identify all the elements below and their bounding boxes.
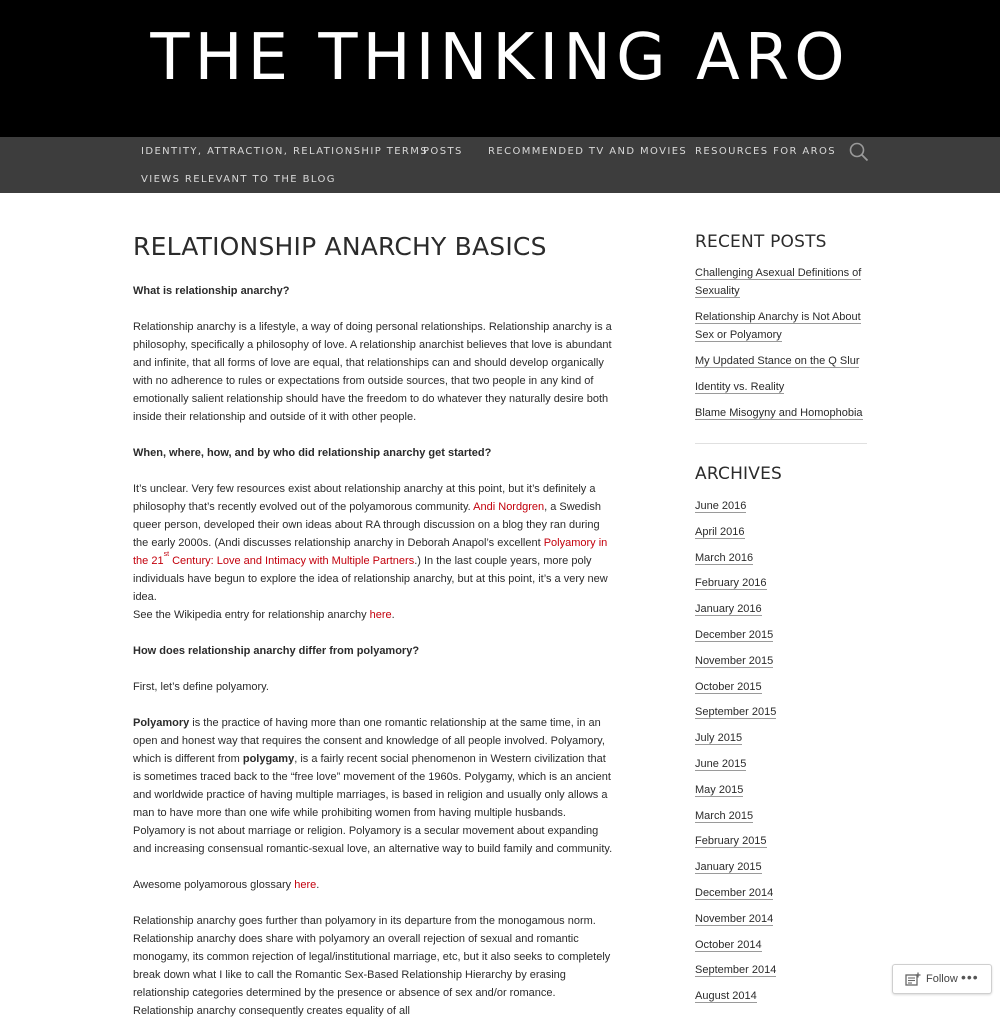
paragraph-define-polyamory: First, let’s define polyamory. [133, 681, 269, 693]
recent-post-link[interactable]: Relationship Anarchy is Not About Sex or Polyamory [695, 311, 861, 341]
site-title[interactable]: THE THINKING ARO [150, 21, 850, 95]
archive-link[interactable]: September 2015 [695, 706, 777, 719]
archive-link[interactable]: September 2014 [695, 964, 777, 977]
archive-link[interactable]: February 2016 [695, 577, 767, 590]
paragraph-definition: Relationship anarchy is a lifestyle, a way of doing personal relationships. Relationship anarchy is a philosophy, specifically a philosophy of love. A relationship anarchist believes that love is abundant and infinite, that all forms of love are equal, that relationships can and should develop organically with no adherence to rules or expectations from outside sources, that two people in any kind of emotionally salient relationship should have the freedom to do whatever they naturally desire both inside their relationship and outside of it with other people. [133, 321, 612, 423]
archive-link[interactable]: November 2014 [695, 912, 774, 925]
recent-post-link[interactable]: Identity vs. Reality [695, 381, 785, 393]
archive-link[interactable]: March 2016 [695, 551, 754, 564]
site-header [0, 0, 1000, 137]
nav-item-resources[interactable]: RESOURCES FOR AROS [695, 146, 837, 157]
paragraph-wikipedia: See the Wikipedia entry for relationship anarchy here. [133, 609, 395, 621]
archives-title: ARCHIVES [695, 464, 783, 484]
archive-link[interactable]: April 2016 [695, 525, 745, 538]
question-heading-what: What is relationship anarchy? [133, 285, 290, 297]
search-icon[interactable] [849, 142, 869, 162]
archive-link[interactable]: November 2015 [695, 654, 774, 667]
recent-post-link[interactable]: Blame Misogyny and Homophobia [695, 407, 863, 419]
recent-post-link[interactable]: My Updated Stance on the Q Slur [695, 355, 860, 367]
post-title: RELATIONSHIP ANARCHY BASICS [133, 232, 547, 261]
archive-link[interactable]: June 2016 [695, 500, 747, 512]
question-heading-differ: How does relationship anarchy differ from polyamory? [133, 645, 420, 657]
archive-link[interactable]: August 2014 [695, 990, 757, 1003]
nav-item-views[interactable]: VIEWS RELEVANT TO THE BLOG [141, 174, 336, 185]
link-wikipedia-here[interactable]: here [369, 609, 392, 621]
more-options-icon[interactable]: ••• [961, 969, 979, 985]
question-heading-origin: When, where, how, and by who did relationship anarchy get started? [133, 447, 492, 459]
follow-label: Follow [926, 973, 958, 985]
archive-link[interactable]: May 2015 [695, 783, 744, 796]
archive-link[interactable]: December 2015 [695, 629, 774, 641]
follow-button[interactable] [892, 964, 992, 994]
archive-link[interactable]: June 2015 [695, 758, 747, 770]
link-glossary-here[interactable]: here [294, 879, 317, 891]
post-header [133, 230, 615, 264]
nav-item-posts[interactable]: POSTS [423, 146, 463, 157]
archive-link[interactable]: January 2016 [695, 603, 762, 616]
archive-link[interactable]: January 2015 [695, 861, 762, 874]
widget-divider [695, 443, 867, 444]
archive-link[interactable]: February 2015 [695, 835, 767, 848]
link-polyamory-book[interactable]: Polyamory in the 21st Century: Love and Intimacy with Multiple Partners [133, 537, 608, 567]
archive-link[interactable]: March 2015 [695, 809, 754, 822]
paragraph-ra-vs-poly: Relationship anarchy goes further than polyamory in its departure from the monogamous norm. Relationship anarchy does share with polyamory an overall rejection of sexual and romantic monogamy, its common rejection of legal/institutional marriage, etc, but it also seeks to completely break down what I like to call the Romantic Sex-Based Relationship Hierarchy by erasing relationship categories determined by the presence or absence of sex and/or romance. Relationship anarchy consequently creates equality of all [133, 915, 611, 1017]
archive-link[interactable]: July 2015 [695, 732, 743, 745]
nav-item-identity-terms[interactable]: IDENTITY, ATTRACTION, RELATIONSHIP TERMS [141, 146, 429, 157]
recent-posts-title: RECENT POSTS [695, 232, 827, 252]
follow-icon [905, 972, 921, 986]
archive-link[interactable]: December 2014 [695, 887, 774, 899]
nav-item-recommended-tv[interactable]: RECOMMENDED TV AND MOVIES [488, 146, 688, 157]
link-andi-nordgren[interactable]: Andi Nordgren [473, 501, 545, 513]
paragraph-origin: It’s unclear. Very few resources exist about relationship anarchy at this point, but it’s definitely a philosophy that’s recently evolved out of the polyamorous community. Andi Nordgren, a Swedish queer person, developed their own ideas about RA through discussion on a blog they ran during the early 2000s. (Andi discusses relationship anarchy in Deborah Anapol’s excellent Polyamory in the 21st Century: Love and Intimacy with Multiple Partners.) In the last couple years, more poly individuals have begun to explore the idea of relationship anarchy, but at this point, it’s a very new idea. [133, 483, 608, 603]
recent-post-link[interactable]: Challenging Asexual Definitions of Sexuality [695, 267, 862, 297]
paragraph-polyamory: Polyamory is the practice of having more than one romantic relationship at the same time, in an open and honest way that requires the consent and knowledge of all people involved. Polyamory, which is different from polygamy, is a fairly recent social phenomenon in Western civilization that is sometimes traced back to the “free love” movement of the 1960s. Polygamy, which is an ancient and worldwide practice of having multiple marriages, is based in religion and usually only allows a man to have more than one wife while prohibiting women from having multiple husbands. Polyamory is not about marriage or religion. Polyamory is a secular movement about expanding and increasing consensual romantic-sexual love, an alternative way to build family and community. [133, 717, 613, 855]
archive-link[interactable]: October 2015 [695, 680, 762, 693]
paragraph-glossary: Awesome polyamorous glossary here. [133, 879, 320, 891]
archive-link[interactable]: October 2014 [695, 938, 762, 951]
